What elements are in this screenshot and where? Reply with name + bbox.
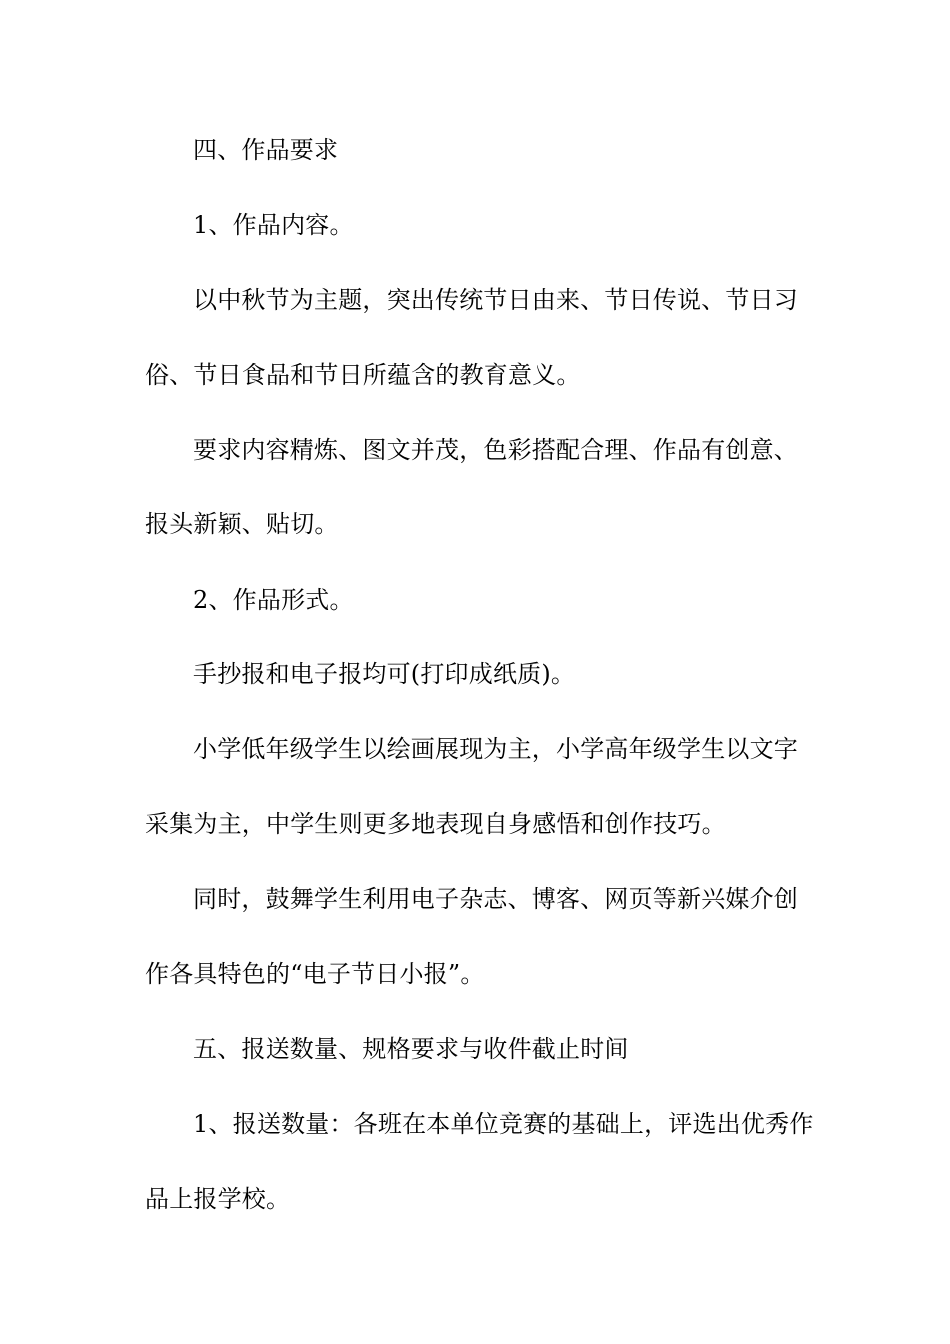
- paragraph-line: 作各具特色的“电子节日小报”。: [145, 960, 485, 988]
- paragraph-line: 报头新颖、贴切。: [145, 510, 339, 538]
- subheading-form: 2、作品形式。: [193, 586, 354, 614]
- paragraph-line: 以中秋节为主题，突出传统节日由来、节日传说、节日习: [193, 286, 798, 314]
- section-heading-requirements: 四、作品要求: [193, 136, 339, 164]
- paragraph-line: 1、报送数量：各班在本单位竞赛的基础上，评选出优秀作: [193, 1110, 814, 1138]
- paragraph-line: 手抄报和电子报均可(打印成纸质)。: [193, 660, 576, 688]
- paragraph-line: 同时，鼓舞学生利用电子杂志、博客、网页等新兴媒介创: [193, 885, 798, 913]
- paragraph-line: 采集为主，中学生则更多地表现自身感悟和创作技巧。: [145, 810, 726, 838]
- paragraph-line: 品上报学校。: [145, 1185, 291, 1213]
- subheading-content: 1、作品内容。: [193, 211, 354, 239]
- section-heading-submission: 五、报送数量、规格要求与收件截止时间: [193, 1035, 629, 1063]
- paragraph-line: 要求内容精炼、图文并茂，色彩搭配合理、作品有创意、: [193, 436, 798, 464]
- paragraph-line: 俗、节日食品和节日所蕴含的教育意义。: [145, 361, 581, 389]
- paragraph-line: 小学低年级学生以绘画展现为主，小学高年级学生以文字: [193, 735, 798, 763]
